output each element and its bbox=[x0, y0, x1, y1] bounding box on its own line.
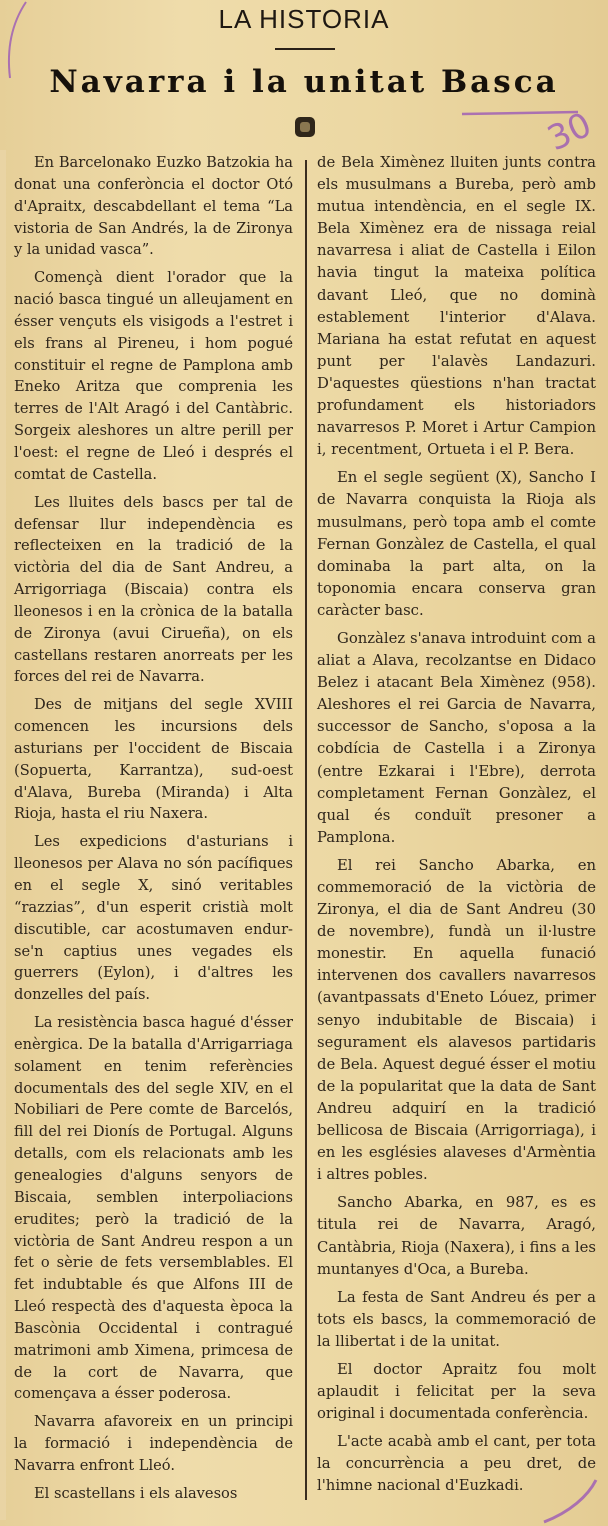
paragraph: L'acte acabà amb el cant, per tota la concurrència a peu dret, de l'himne nacional d'Euzkadi. bbox=[317, 1433, 596, 1495]
paragraph: Sancho Abarka, en 987, es es titula rei de Navarra, Aragó, Cantàbria, Rioja (Naxera), i fins a les muntanyes d'Oca, a Bureba. bbox=[317, 1194, 596, 1278]
paragraph: Des de mitjans del segle XVIII comencen les incursions dels asturians per l'occident de Biscaia (Sopuerta, Karrantza), sud-oest d'Alava, Bureba (Miranda) i Alta Rioja, hasta el riu Naxera. bbox=[14, 696, 293, 823]
paper-fold bbox=[0, 150, 6, 1520]
paragraph: La festa de Sant Andreu és per a tots els bascs, la commemoració de la llibertat i de la unitat. bbox=[317, 1288, 596, 1350]
ornament-icon bbox=[295, 117, 315, 137]
left-column bbox=[14, 152, 293, 1511]
handwritten-note: 30 bbox=[541, 104, 598, 160]
section-title: LA HISTORIA bbox=[218, 4, 390, 34]
headline: Navarra i la unitat Basca bbox=[49, 64, 559, 100]
paragraph: Les expedicions d'asturians i lleonesos per Alava no són pacífiques en el segle X, sinó veritables “razzias”, d'un esperit cristià molt discutible, car acostumaven endur-se'n captius unes vegades els guerrers (Eylon), i d'altres les donzelles del país. bbox=[14, 833, 293, 1004]
paragraph: El scastellans i els alavesos bbox=[34, 1484, 238, 1502]
column-divider bbox=[305, 160, 307, 1500]
title-rule bbox=[275, 48, 335, 50]
paragraph: de Bela Ximènez lluiten junts contra els musulmans a Bureba, però amb mutua intendència, en el segle IX. Bela Ximènez era de nissaga reial navarresa i aliat de Castella i Eilon havia tingut la mateixa política davant Lleó, que no dominà establement l'interior d'Alava. Mariana ha estat refutat en aquest punt per l'alavès Landazuri. D'aquestes qüestions n'han tractat profundament els historiadors navarresos P. Moret i Artur Campion i, recentment, Ortueta i el P. Bera. bbox=[317, 154, 596, 459]
paragraph: Començà dient l'orador que la nació basca tingué un alleujament en ésser vençuts els visigods a l'estret i els frans al Pireneu, i hom pogué constituir el regne de Pamplona amb Eneko Aritza que comprenia les terres de l'Alt Aragó i del Cantàbric. Sorgeix aleshores un altre perill per l'oest: el regne de Lleó i després el comtat de Castella. bbox=[14, 269, 293, 483]
right-column bbox=[317, 152, 596, 1504]
paragraph: En Barcelonako Euzko Batzokia ha donat una conferòncia el doctor Otó d'Apraitx, descabdellant el tema “La vistoria de San Andrés, la de Zironya y la unidad vasca”. bbox=[14, 154, 293, 259]
paragraph: Navarra afavoreix en un principi la formació i independència de Navarra enfront Lleó. bbox=[14, 1413, 293, 1474]
pen-mark-left-curve bbox=[0, 0, 30, 90]
paragraph: El doctor Apraitz fou molt aplaudit i felicitat per la seva original i documentada conferència. bbox=[317, 1360, 596, 1423]
paragraph: Les lluites dels bascs per tal de defensar llur independència es reflecteixen en la tradició de la victòria del dia de Sant Andreu, a Arrigorriaga (Biscaia) contra els lleonesos i en la crònica de la batalla de Zironya (avui Cirueña), on els castellans restaren anorreats per les forces del rei de Navarra. bbox=[14, 493, 293, 686]
paragraph: Gonzàlez s'anava introduint com a aliat a Alava, recolzantse en Didaco Belez i atacant Bela Ximènez (958). Aleshores el rei Garcia de Navarra, successor de Sancho, s'oposa a la cobdícia de Castella i a Zironya (entre Ezkarai i l'Ebre), derrota completament Fernan Gonzàlez, el qual és conduït presoner a Pamplona. bbox=[317, 629, 596, 846]
paragraph: La resistència basca hagué d'ésser enèrgica. De la batalla d'Arrigarriaga solament en tenim referències documentals des del segle XIV, en el Nobiliari de Pere comte de Barcelós, fill del rei Dionís de Portugal. Alguns detalls, com els relacionats amb les genealogies d'alguns senyors de Biscaia, semblen interpoliacions erudites; però la tradició de la victòria de Sant Andreu respon a un fet o sèrie de fets versemblables. El fet indubtable és que Alfons III de Lleó respectà des d'aquesta època la Bascònia Occidental i contragué matrimoni amb Ximena, primcesa de de la cort de Navarra, que començava a ésser poderosa. bbox=[14, 1014, 293, 1403]
paragraph: El rei Sancho Abarka, en commemoració de la victòria de Zironya, el dia de Sant Andreu (30 de novembre), fundà un il·lustre monestir. En aquella funació intervenen dos cavallers navarresos (avantpassats d'Eneto Lóuez, primer senyo indubitable de Biscaia) i segurament els alavesos partidaris de Bela. Aquest degué ésser el motiu de la popularitat que la data de Sant Andreu adquirí en la tradició bellicosa de Biscaia (Arrigorriaga), i en les esglésies alaveses d'Armèntia i altres pobles. bbox=[317, 856, 596, 1184]
paragraph: En el segle següent (X), Sancho I de Navarra conquista la Rioja als musulmans, però topa amb el comte Fernan Gonzàlez de Castella, el qual dominaba la part alta, on la toponomia encara conserva gran caràcter basc. bbox=[317, 469, 596, 619]
